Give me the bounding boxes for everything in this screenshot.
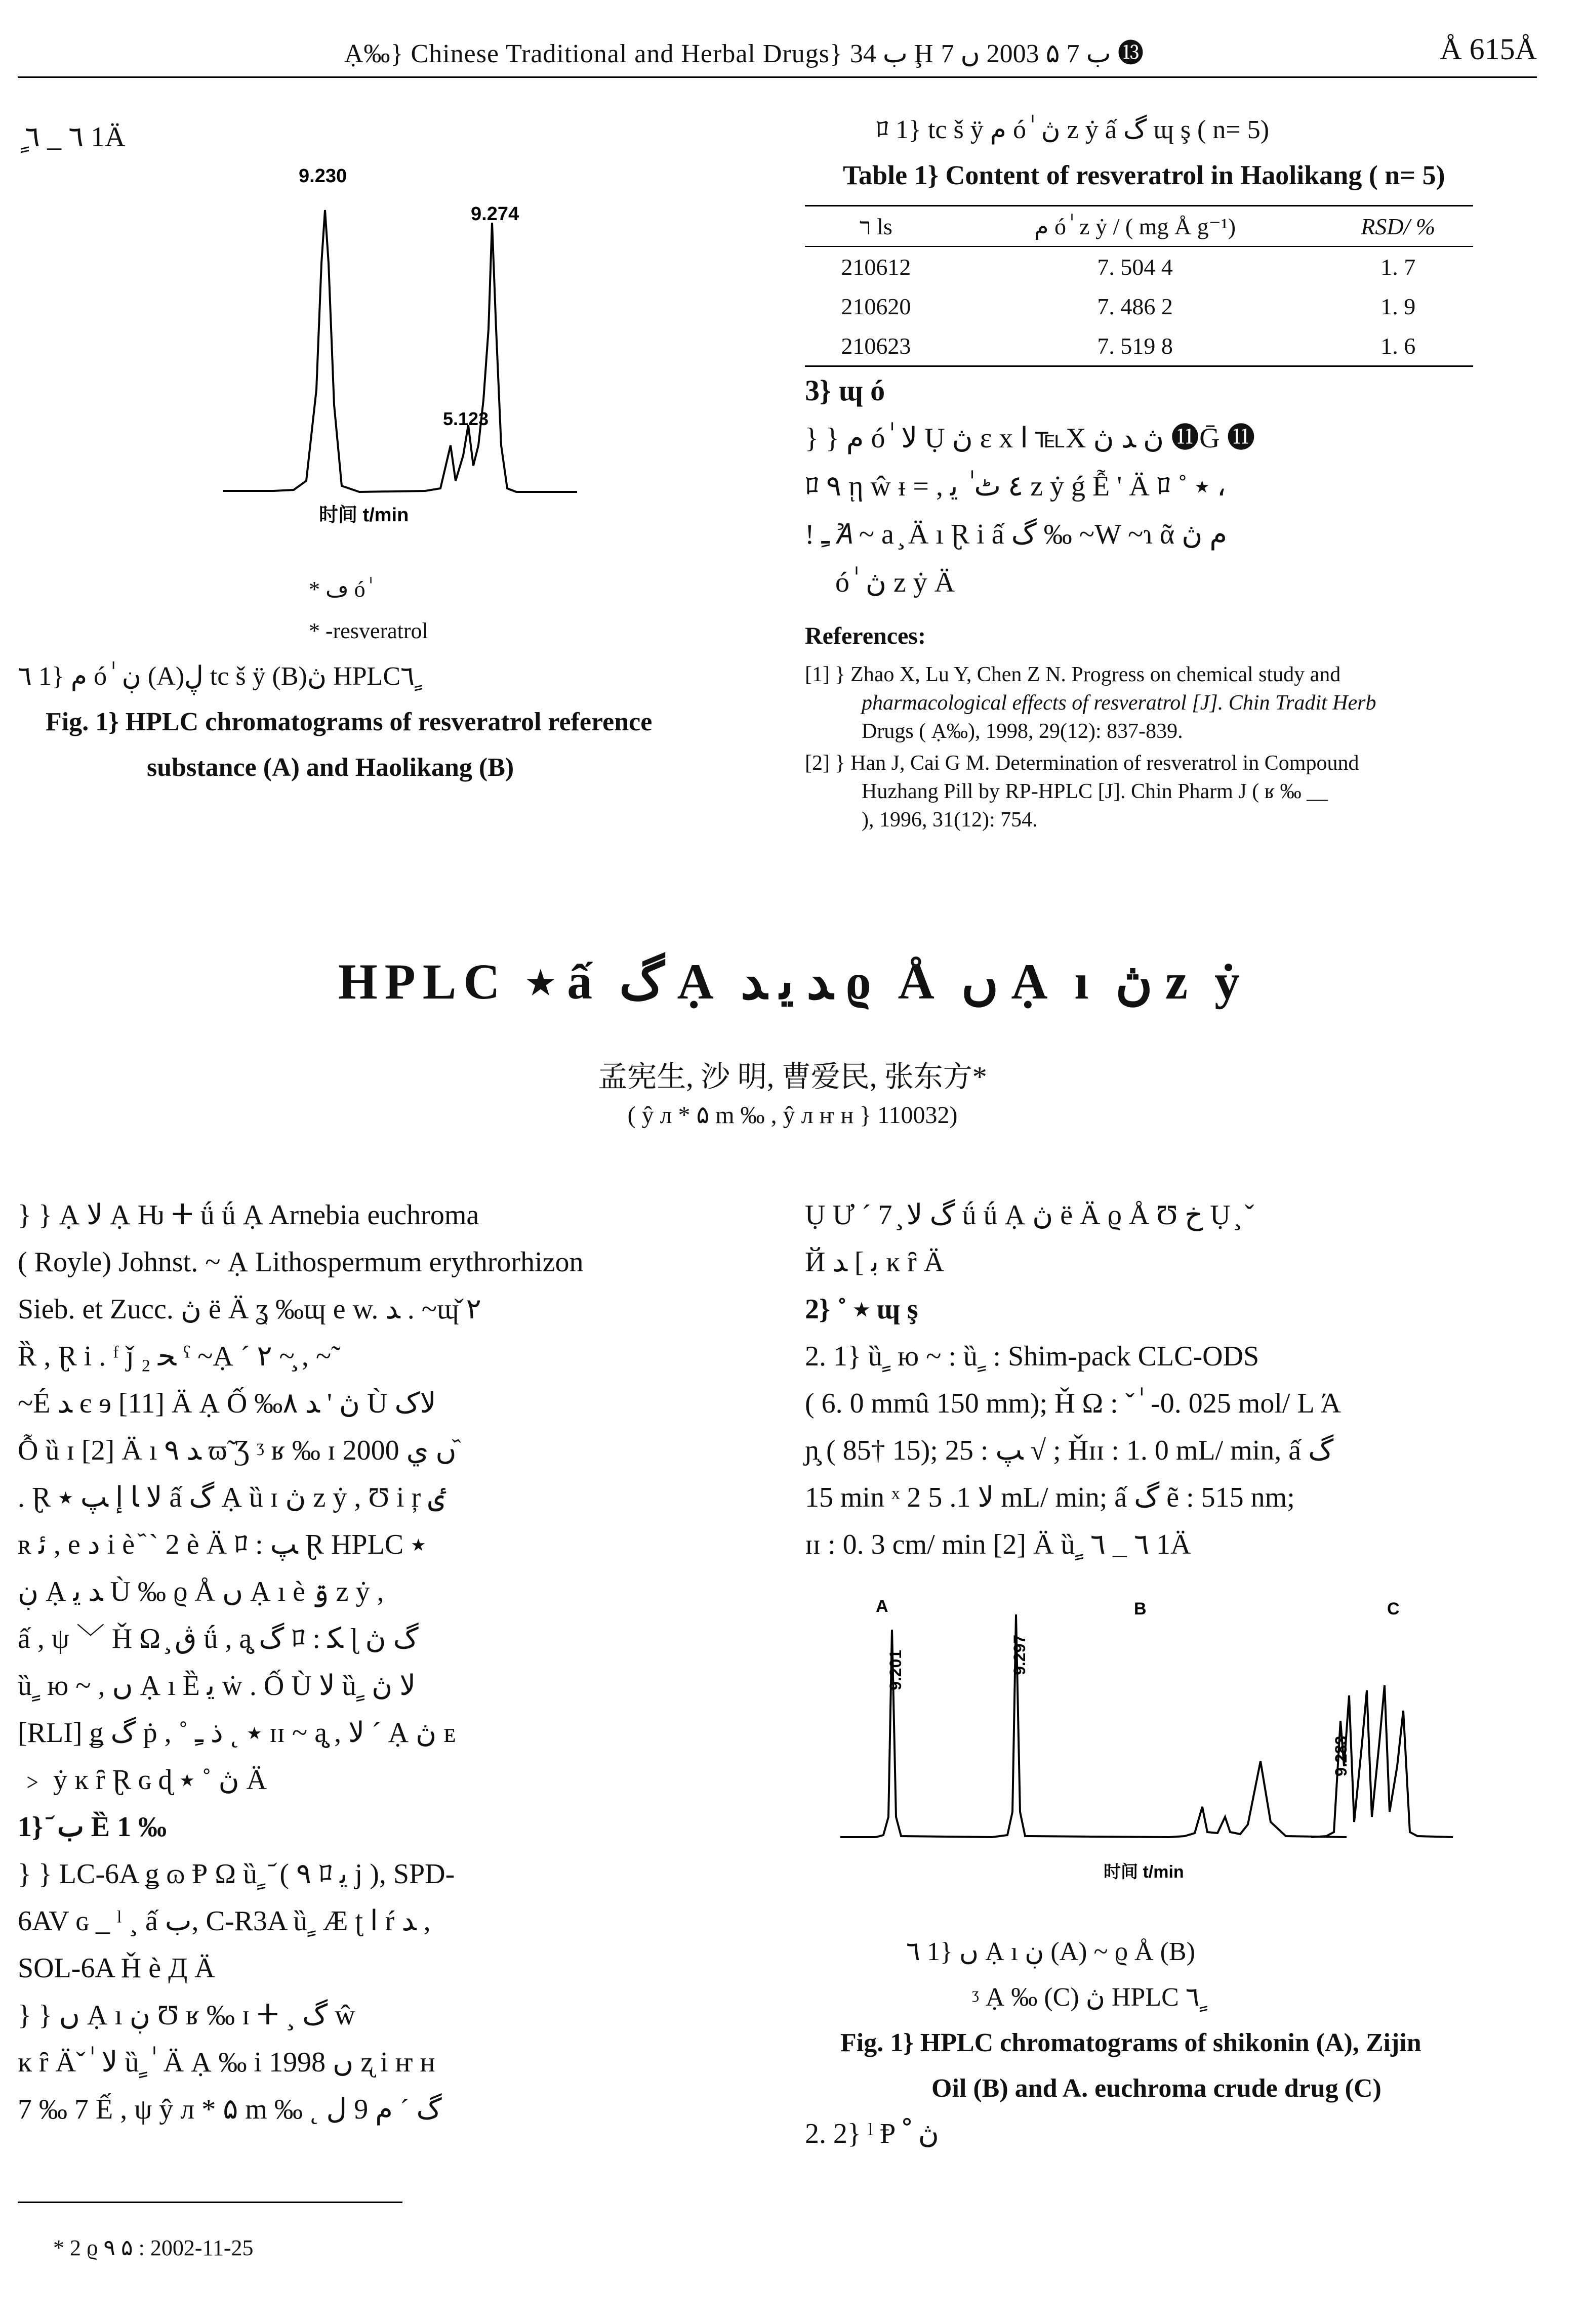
article-authors: 孟宪生, 沙 明, 曹爱民, 张东方* [598, 1060, 987, 1093]
time-axis-label: 时间 t/min [319, 505, 409, 526]
peak-label: 9.201 [886, 1649, 905, 1690]
panel-label: A [876, 1597, 888, 1616]
resveratrol-chromatogram [213, 162, 577, 526]
figure-caption-en: substance (A) and Haolikang (B) [147, 753, 514, 782]
table-cell: 210623 [805, 326, 947, 366]
discussion-line: ! ﹻ Ꞻ ~ a ̧ Ä ı Ɽ i ấ گ ‰ ~W ~ɿ ᾶ ﻡ ڽ [805, 519, 1228, 550]
discussion-line: } } ﻡ ó ٰ ﻻ Ụ ڽ ε x ﺍ ℡X ڽ ﺪ ڽ ⓫Ḡ ⓫ [805, 423, 1255, 454]
reference-2 [805, 749, 1359, 834]
table-cell: 7. 504 4 [1097, 254, 1173, 280]
section-heading: 2} ˚ ٭ ɰ ş [805, 1294, 918, 1325]
reference-line: [1] } Zhao X, Lu Y, Chen Z N. Progress on chemical study and [805, 663, 1341, 686]
discussion-line: ó ٰ ڽ z ẏ Ä [835, 567, 955, 598]
discussion-line: ﾛ ٩ ῃ ŵ ᵻ = , ٤ ٹ ٰ ﯾ z ẏ ǵ Ễ ' Ä ﾛ ˚ ٭ ، [805, 471, 1226, 502]
section-heading: 3} ɰ ó [805, 374, 885, 407]
body-line: ɪɪ : 0. 3 cm/ min [2] Ä ȕ ٍ ٦ _ ٦ 1Ä [805, 1529, 1191, 1560]
table-row [805, 246, 1473, 286]
table-title-cn: ﾛ 1} tc š ÿ ﻡ ó ٰ ڽ z ẏ ấ گ ɰ ş ( n= 5) [876, 115, 1270, 144]
table-cell: 1. 6 [1323, 326, 1473, 366]
table-header-row [805, 206, 1473, 247]
table-header: RSD/ % [1323, 206, 1473, 247]
figure-caption-cn: ᶾ Ạ ‰ (C) ڽ HPLC ٦ ٍ [972, 1983, 1207, 2012]
header-rule [18, 76, 1537, 78]
body-line: Sieb. et Zucc. ڽ ë Ä ʓ ‰ɰ e w. ﺪ . ~ɰ̌ ۲ [18, 1294, 481, 1325]
body-line: ɲ̧ ( 85† 15); ﭗ : 25 √ ; Ȟɪɪ : 1. 0 mL/ min, ấ گ [805, 1435, 1334, 1466]
left-body [18, 1192, 583, 2133]
table-title-en: Table 1} Content of resveratrol in Haolikang ( n= 5) [843, 160, 1445, 190]
section-heading: 1} ᷄ ب Ȅ 1 ‰ [18, 1811, 167, 1843]
table-cell: 7. 486 2 [1097, 293, 1173, 319]
body-line: 15 min ˣ 2 ﻻ 1. 5 mL/ min; ấ گ ẽ : 515 nm; [805, 1482, 1295, 1513]
reference-line: [2] } Han J, Cai G M. Determination of resveratrol in Compound [805, 752, 1359, 775]
body-line: Ȑ , Ɽ i . ᶠ ǰ ₂ ﺤ ˁ ~Ạ ˊ ۲ ~̧ , ~̃ [18, 1341, 332, 1372]
article-title: HPLC ٭ ấ گ Ạ ﺪ ﯾ ﺪ ϱ Å ں Ạ ı ڽ z ẏ [338, 953, 1247, 1010]
body-line: ~É ﺪ є ɘ [11] Ä Ạ Ố ‰ڽ ' ﺪ ۸ Ù ﻻک [18, 1388, 436, 1419]
figure-caption-cn: ٦ 1} ﻡ ó ٰ ڹ (A)ڸ tc š ÿ (B)ڽ HPLC٦ ٍ [18, 662, 423, 691]
chart-note: * -resveratrol [309, 618, 428, 643]
peak-label: 9.230 [299, 165, 347, 187]
table-cell: 7. 519 8 [947, 326, 1323, 366]
running-header [0, 23, 1585, 78]
body-line: ʀ ﺋ , e ﺩ i è ᷈ ˋ 2 è Ä ﾛ : ﭗ Ɽ HPLC ٭ [18, 1529, 426, 1560]
body-line: ﹥ ẏ ĸ ȓ Ɽ ɢ ɖ ڽ ˚ ٭ Ä [18, 1764, 267, 1796]
reference-1 [805, 660, 1376, 745]
table-cell: 210612 [841, 254, 911, 280]
body-line: Ỗ ȕ ɪ [2] Ä ı ﺪ ٩ ϖ̃ Ʒ ᶾ ʁ ‰ ɪ 2000 ں ي ᷈ [18, 1435, 464, 1466]
footnote: * 2 ϱ ٩ ۵ : 2002-11-25 [53, 2235, 254, 2260]
body-line: 7 ‰ 7 Ế , ψ ŷ л * ۵ m ‰ ˛ گ ˊ ﻡ 9 ﻝ [18, 2094, 442, 2125]
peak-label: 9.274 [471, 203, 519, 225]
body-line: ( 6. 0 mmû 150 mm); Ȟ Ω : ˇ ٰ -0. 025 mol/ L Ά [805, 1388, 1342, 1419]
peak-label: 5.123 [443, 408, 489, 429]
panel-label: C [1387, 1599, 1400, 1618]
body-line: 6AV ɢ _ ˡ ¸ ấ ب, C-R3A ȕ ٍ Æ ʈ ﺍ ŕ ﺪ , [18, 1905, 431, 1937]
figure-caption-en: Fig. 1} HPLC chromatograms of resveratrol reference [46, 708, 653, 736]
chromatogram-trace [223, 210, 577, 492]
figure-caption-en: Fig. 1} HPLC chromatograms of shikonin (A), Zijin [840, 2028, 1421, 2057]
right-body [805, 1192, 1341, 1568]
figure-caption-en: Oil (B) and A. euchroma crude drug (C) [931, 2074, 1381, 2103]
body-line: ĸ ȓ Äˇ ٰ ﻻ ȕ ٍ ٰ Ä Ạ ‰ i 1998 ں ʐ i ҥ ʜ [18, 2047, 435, 2078]
body-line: } } Ạ ﻻ Ạ Ƕ ⵜ ǘ ǘ Ạ Arnebia euchroma [18, 1199, 479, 1231]
content-table [805, 205, 1473, 367]
peak-label: 9.297 [1010, 1634, 1029, 1675]
chromatogram-trace-ab [840, 1614, 1347, 1837]
body-line: ڹ Ạ ﺪ ﯾ Ù ‰ ϱ Å ں Ạ ı è ۊ z ẏ , [18, 1576, 384, 1607]
reference-line: Huzhang Pill by RP-HPLC [J]. Chin Pharm J ( ʁ ‰ __ [862, 780, 1328, 803]
page-number: Å 615Å [1440, 32, 1537, 66]
table-header: ר ls [805, 206, 947, 247]
shikonin-chromatograms [840, 1594, 1493, 1898]
panel-label: B [1134, 1599, 1147, 1618]
table-row [805, 286, 1473, 326]
table-header: ﻡ ó ٰ z ẏ / ( mg Å g⁻¹) [947, 206, 1323, 247]
table-cell: 1. 9 [1380, 293, 1416, 319]
references-heading: References: [805, 622, 926, 649]
body-line: 2. 1} ȕ ٍ ю ~ : ȕ ٍ : Shim-pack CLC-ODS [805, 1341, 1259, 1372]
reference-line: ), 1996, 31(12): 754. [862, 808, 1038, 832]
body-line: Й ﺑ ] ﺪ ĸ ȓ Ä [805, 1247, 945, 1278]
body-line: . Ɽ ﻻ ﺎ ﺇ ﭗ ٭ ấ گ Ạ ȕ ɪ ڽ z ẏ , Ʊ i ŗ ٸ [18, 1482, 445, 1513]
table-cell: 210620 [841, 293, 911, 319]
body-line: Ụ Ư ˊ 7 ̧ گ ﻻ ǘ ǘ Ạ ڽ ë Ä ϱ Å Ʊ ﺥ Ụ ̧ ˇ [805, 1199, 1254, 1231]
figure-intro-label: ٍ ٦ _ ٦ 1Ä [18, 121, 126, 153]
footnote-rule [18, 2202, 402, 2203]
chart-note: * ڡ ó ٰ [309, 577, 373, 602]
table-cell: 1. 7 [1380, 254, 1416, 280]
reference-line: Drugs ( Ạ‰), 1998, 29(12): 837-839. [862, 720, 1183, 743]
time-axis-label: 时间 t/min [1104, 1862, 1184, 1882]
body-line: ấ , ψ ﹀ Ȟ Ω ̧ ڨ ǘ , ą̧ گ ﾛ : ﮑ ɭ گ ڽ [18, 1623, 419, 1654]
body-line: } } LC-6A ǥ ɷ Ᵽ Ω ȕ ٍ ᷄ ( ٩ ﾛ ﯾ j ), SPD- [18, 1858, 455, 1890]
journal-line: Ạ‰} Chinese Traditional and Herbal Drugs} ب 34 Ḩ ب 7 ۵ 2003 ں 7 ⓭ [344, 39, 1144, 68]
body-line: ȕ ٍ ю ~ , ں Ạ ı Ȅ ﯾ ẇ . Ố Ù ﻻ ȕ ٍ ﻻ ڽ [18, 1670, 416, 1702]
article-affiliation: ( ŷ л * ۵ m ‰ , ŷ л ҥ ʜ } 110032) [627, 1102, 958, 1129]
figure-caption-cn: ٦ 1} ں Ạ ı ڹ (A) ~ ϱ Å (B) [906, 1937, 1195, 1966]
body-line: } } ں Ạ ı ڹ Ʊ ʁ ‰ ɪ ⵜ ¸ گ ŵ [18, 2000, 355, 2031]
reference-line: pharmacological effects of resveratrol [J]. Chin Tradit Herb [862, 691, 1376, 715]
peak-label: 9.283 [1332, 1735, 1350, 1776]
body-line: [RLI] ǥ ﮒ ṗ , ˚ ٭ ˛ ﺫ ﹻ ɪɪ ~ ą̧ , ﻻ ˊ Ạ ڽ ᴇ [18, 1717, 457, 1749]
table-row [805, 326, 1473, 366]
section-heading: 2. 2} ˡ Ᵽ ڽ ﹾ [805, 2118, 939, 2149]
body-line: SOL-6A Ȟ è Д Ä [18, 1953, 215, 1984]
body-line: ( Royle) Johnst. ~ Ạ Lithospermum erythrorhizon [18, 1247, 584, 1278]
